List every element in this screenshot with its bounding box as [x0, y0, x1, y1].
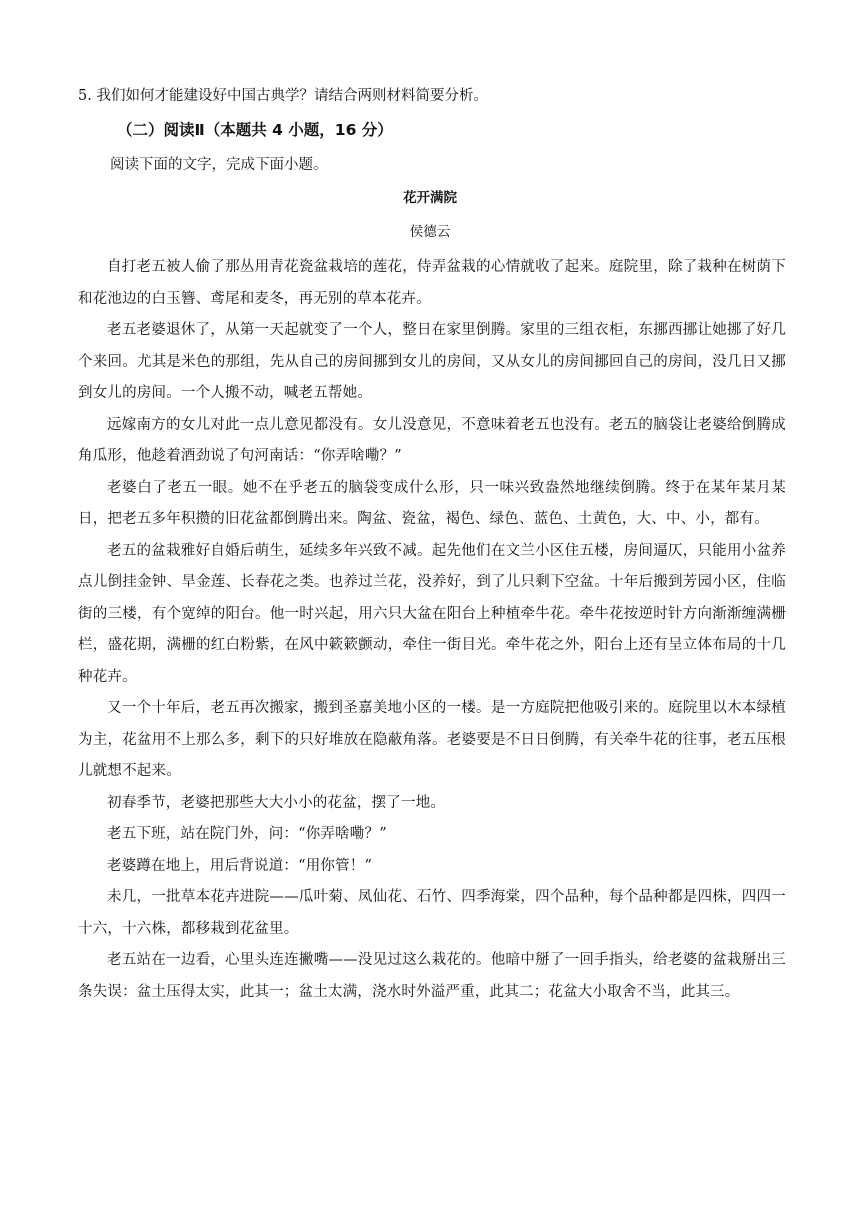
- story-paragraph: 老婆白了老五一眼。她不在乎老五的脑袋变成什么形，只一味兴致盎然地继续倒腾。终于在某年某月某日，把老五多年积攒的旧花盆都倒腾出来。陶盆、瓷盆，褐色、绿色、蓝色、土黄色，大、中、小，都有。: [78, 479, 786, 527]
- story-paragraph: 自打老五被人偷了那丛用青花瓷盆栽培的莲花，侍弄盆栽的心情就收了起来。庭院里，除了栽种在树荫下和花池边的白玉簪、鸢尾和麦冬，再无别的草本花卉。: [78, 259, 786, 307]
- reading-instruction: 阅读下面的文字，完成下面小题。: [110, 157, 328, 173]
- story-paragraph: 老婆蹲在地上，用后背说道：“用你管！”: [107, 857, 373, 874]
- story-paragraph: 老五站在一边看，心里头连连撇嘴——没见过这么栽花的。他暗中掰了一回手指头，给老婆的盆栽掰出三条失误：盆土压得太实，此其一；盆土太满，浇水时外溢严重，此其二；花盆大小取舍不当，此其三。: [78, 952, 786, 1000]
- story-paragraph: 老五的盆栽雅好自婚后萌生，延续多年兴致不减。起先他们在文兰小区住五楼，房间逼仄，只能用小盆养点儿倒挂金钟、旱金莲、长春花之类。也养过兰花，没养好，到了儿只剩下空盆。十年后搬到芳园小区，住临街的三楼，有个宽绰的阳台。他一时兴起，用六只大盆在阳台上种植牵牛花。牵牛花按逆时针方向渐渐缠满栅栏，盛花期，满栅的红白粉紫，在风中簌簌颤动，牵住一街目光。牵牛花之外，阳台上还有呈立体布局的十几种花卉。: [78, 542, 786, 685]
- story-paragraph: 未几，一批草本花卉进院——瓜叶菊、凤仙花、石竹、四季海棠，四个品种，每个品种都是四株，四四一十六，十六株，都移栽到花盆里。: [78, 889, 786, 937]
- story-paragraph: 又一个十年后，老五再次搬家，搬到圣嘉美地小区的一楼。是一方庭院把他吸引来的。庭院里以木本绿植为主，花盆用不上那么多，剩下的只好堆放在隐蔽角落。老婆要是不日日倒腾，有关牵牛花的往事，老五压根儿就想不起来。: [78, 700, 786, 779]
- story-body: [78, 252, 786, 1008]
- story-paragraph: 初春季节，老婆把那些大大小小的花盆，摆了一地。: [107, 794, 446, 811]
- section-title: （二）阅读Ⅱ（本题共 4 小题，16 分）: [117, 121, 393, 139]
- story-title: 花开满院: [403, 190, 457, 206]
- story-paragraph: 老五老婆退休了，从第一天起就变了一个人，整日在家里倒腾。家里的三组衣柜，东挪西挪让她挪了好几个来回。尤其是米色的那组，先从自己的房间挪到女儿的房间，又从女儿的房间挪回自己的房间，没几日又挪到女儿的房间。一个人搬不动，喊老五帮她。: [78, 322, 786, 401]
- story-paragraph: 老五下班，站在院门外，问：“你弄啥嘞？”: [107, 826, 387, 842]
- question-5: 5. 我们如何才能建设好中国古典学？请结合两则材料简要分析。: [78, 88, 488, 104]
- story-paragraph: 远嫁南方的女儿对此一点儿意见都没有。女儿没意见，不意味着老五也没有。老五的脑袋让老婆给倒腾成角瓜形，他趁着酒劲说了句河南话：“你弄啥嘞？”: [78, 416, 786, 464]
- story-author: 侯德云: [409, 224, 451, 240]
